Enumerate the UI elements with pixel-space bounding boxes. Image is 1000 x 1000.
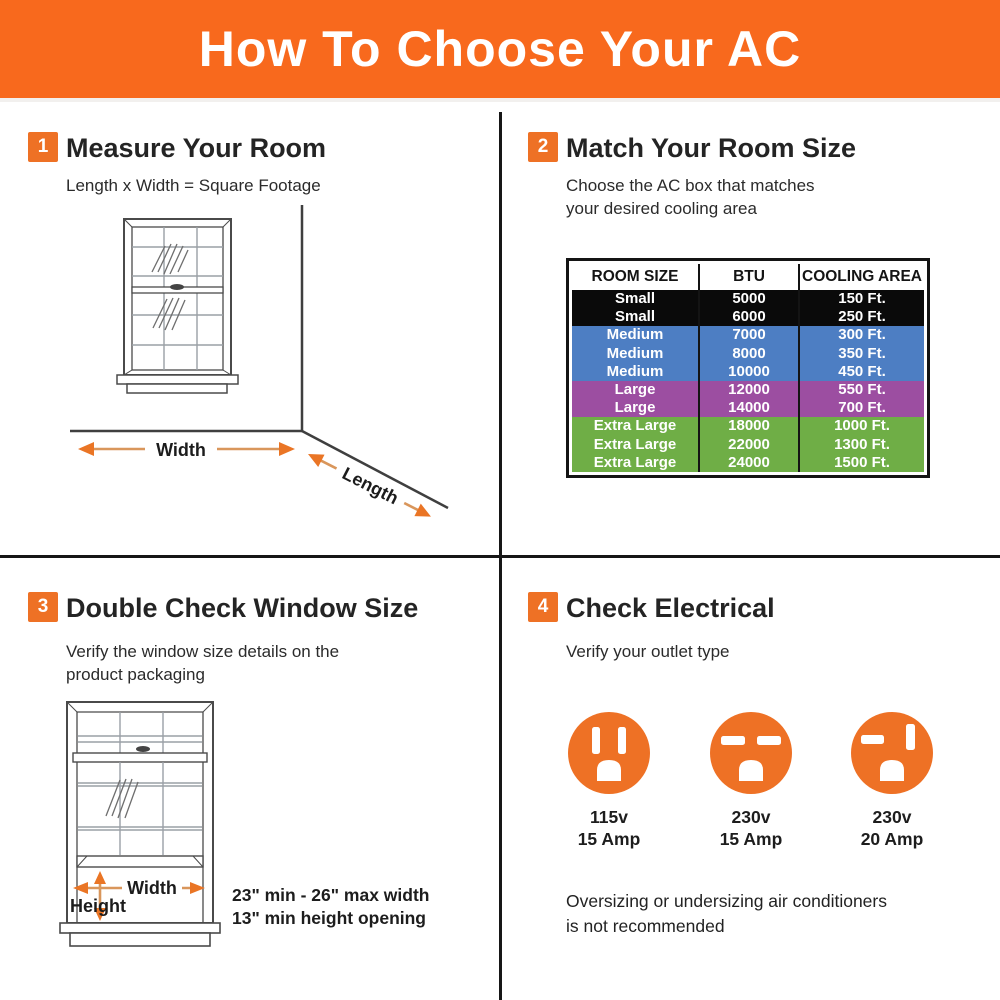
btu-table <box>566 258 930 478</box>
table-row: Large 12000 550 Ft. <box>572 381 924 399</box>
horizontal-divider <box>0 555 1000 558</box>
step-2-subtitle: Choose the AC box that matches your desired cooling area <box>566 176 815 218</box>
step-3-badge: 3 <box>28 592 58 622</box>
window-icon <box>117 219 238 393</box>
table-header-row <box>572 264 924 290</box>
table-row: Extra Large 24000 1500 Ft. <box>572 454 924 472</box>
outlet-230v-15amp-icon <box>709 711 793 795</box>
table-row: Small 5000 150 Ft. <box>572 290 924 308</box>
width-label: Width <box>156 440 206 460</box>
window-lock-icon <box>170 284 184 290</box>
step-2-title: Match Your Room Size <box>566 133 857 163</box>
table-row: Medium 10000 450 Ft. <box>572 363 924 381</box>
step-4-badge: 4 <box>528 592 558 622</box>
window-width-label: Width <box>127 878 177 898</box>
step-1-title: Measure Your Room <box>66 133 327 163</box>
step-1-subtitle: Length x Width = Square Footage <box>66 176 321 195</box>
width-arrow <box>78 438 295 460</box>
step-1-badge: 1 <box>28 132 58 162</box>
table-row: Medium 8000 350 Ft. <box>572 345 924 363</box>
window-size-specs: 23" min - 26" max width 13" min height opening <box>232 885 430 928</box>
step-3-subtitle: Verify the window size details on the product packaging <box>66 642 340 684</box>
step-3-title: Double Check Window Size <box>66 593 419 623</box>
window-height-label: Height <box>70 896 126 916</box>
outlet-115v-15amp-icon <box>567 711 651 795</box>
header-banner <box>0 0 1000 102</box>
step-4-subtitle: Verify your outlet type <box>566 642 730 661</box>
room-measure-illustration <box>40 202 480 532</box>
table-row: Large 14000 700 Ft. <box>572 399 924 417</box>
sizing-note: Oversizing or undersizing air conditioners is not recommended <box>566 891 887 936</box>
outlet-3-label: 230v 20 Amp <box>860 807 924 849</box>
table-row: Small 6000 250 Ft. <box>572 308 924 326</box>
col-header-room-size: ROOM SIZE <box>591 268 679 285</box>
col-header-cooling-area: COOLING AREA <box>798 264 924 290</box>
step-2-badge: 2 <box>528 132 558 162</box>
table-row: Extra Large 18000 1000 Ft. <box>572 417 924 435</box>
window-lock-icon <box>136 746 150 752</box>
step-4-title: Check Electrical <box>566 593 775 623</box>
length-arrow <box>303 444 435 525</box>
col-header-btu: BTU <box>698 264 798 290</box>
outlet-1-label: 115v 15 Amp <box>577 807 641 849</box>
outlet-2-label: 230v 15 Amp <box>719 807 783 849</box>
table-row: Extra Large 22000 1300 Ft. <box>572 436 924 454</box>
page-title: How To Choose Your AC <box>198 21 802 77</box>
length-label: Length <box>339 463 402 509</box>
table-row: Medium 7000 300 Ft. <box>572 326 924 344</box>
outlet-230v-20amp-icon <box>850 711 934 795</box>
